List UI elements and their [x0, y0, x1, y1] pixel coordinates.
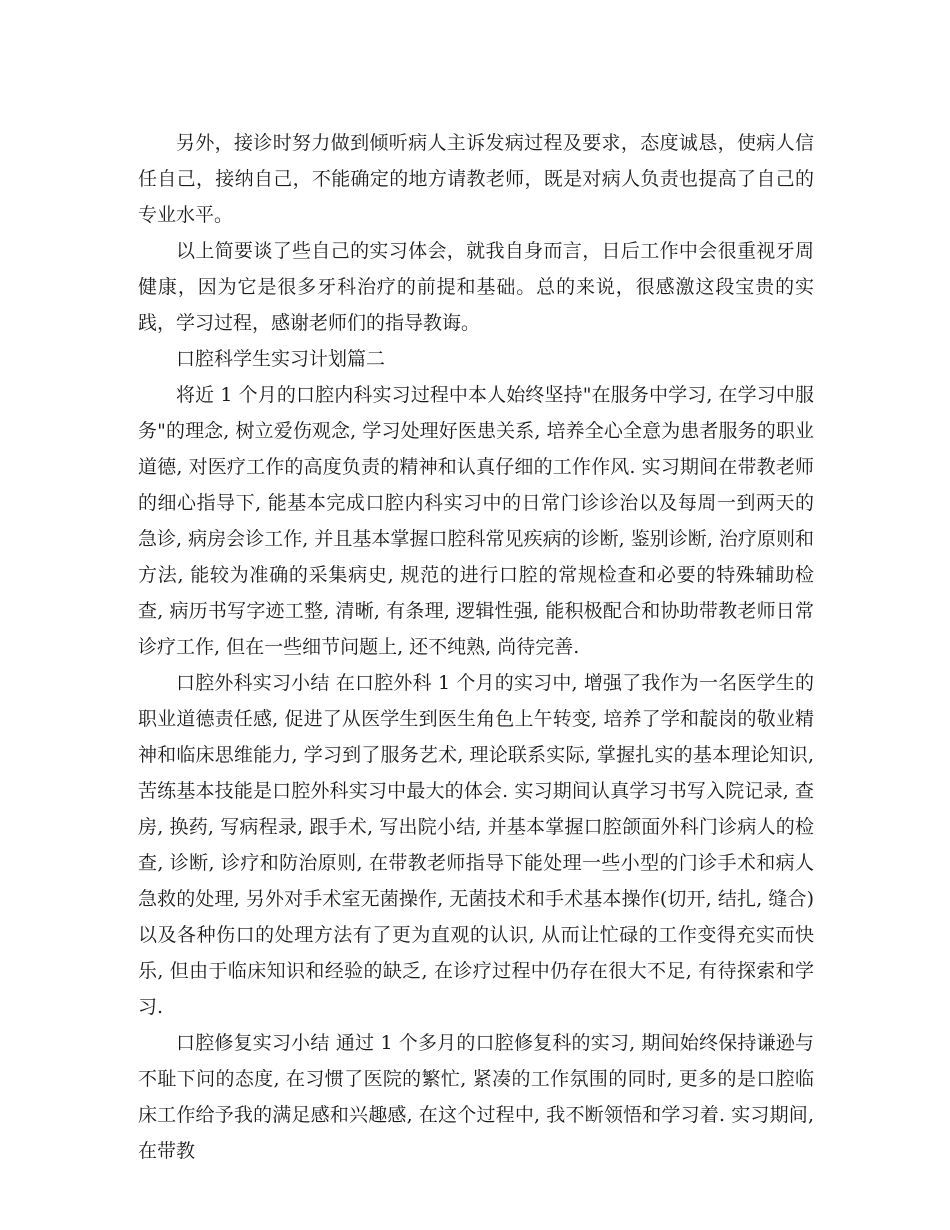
paragraph-internal-medicine: 将近 1 个月的口腔内科实习过程中本人始终坚持"在服务中学习, 在学习中服务"的理念, 树立爱伤观念, 学习处理好医患关系, 培养全心全意为患者服务的职业道德, 对医疗工作的高度负责的精神和认真仔细的工作作风. 实习期间在带教老师的细心指导下, 能基本完成口腔内科实习中的日常门诊诊治以及每周一到两天的急诊, 病房会诊工作, 并且基本掌握口腔科常见疾病的诊断, 鉴别诊断, 治疗原则和方法, 能较为准确的采集病史, 规范的进行口腔的常规检查和必要的特殊辅助检查, 病历书写字迹工整, 清晰, 有条理, 逻辑性强, 能积极配合和协助带教老师日常诊疗工作, 但在一些细节问题上, 还不纯熟, 尚待完善. [138, 384, 814, 658]
section-heading: 口腔科学生实习计划篇二 [176, 348, 386, 370]
paragraph-oral-surgery: 口腔外科实习小结 在口腔外科 1 个月的实习中, 增强了我作为一名医学生的职业道德责任感, 促进了从医学生到医生角色上午转变, 培养了学和靛岗的敬业精神和临床思维能力, 学习到了服务艺术, 理论联系实际, 掌握扎实的基本理论知识, 苦练基本技能是口腔外科实习中最大的体会. 实习期间认真学习书写入院记录, 查房, 换药, 写病程录, 跟手术, 写出院小结, 并基本掌握口腔颌面外科门诊病人的检查, 诊断, 诊疗和防治原则, 在带教老师指导下能处理一些小型的门诊手术和病人急救的处理, 另外对手术室无菌操作, 无菌技术和手术基本操作(切开, 结扎, 缝合)以及各种伤口的处理方法有了更为直观的认识, 从而让忙碌的工作变得充实而快乐, 但由于临床知识和经验的缺乏, 在诊疗过程中仍存在很大不足, 有待探索和学习. [138, 672, 814, 1018]
paragraph-prosthodontics: 口腔修复实习小结 通过 1 个多月的口腔修复科的实习, 期间始终保持谦逊与不耻下问的态度, 在习惯了医院的繁忙, 紧凑的工作氛围的同时, 更多的是口腔临床工作给予我的满足感和兴趣感, 在这个过程中, 我不断领悟和学习着. 实习期间, 在带教 [138, 1032, 814, 1162]
paragraph-listening: 另外，接诊时努力做到倾听病人主诉发病过程及要求，态度诚恳，使病人信任自己，接纳自己，不能确定的地方请教老师，既是对病人负责也提高了自己的专业水平。 [138, 132, 814, 226]
document-body [138, 125, 814, 1169]
paragraph-summary: 以上简要谈了些自己的实习体会，就我自身而言，日后工作中会很重视牙周健康，因为它是很多牙科治疗的前提和基础。总的来说，很感激这段宝贵的实践，学习过程，感谢老师们的指导教诲。 [138, 240, 814, 334]
